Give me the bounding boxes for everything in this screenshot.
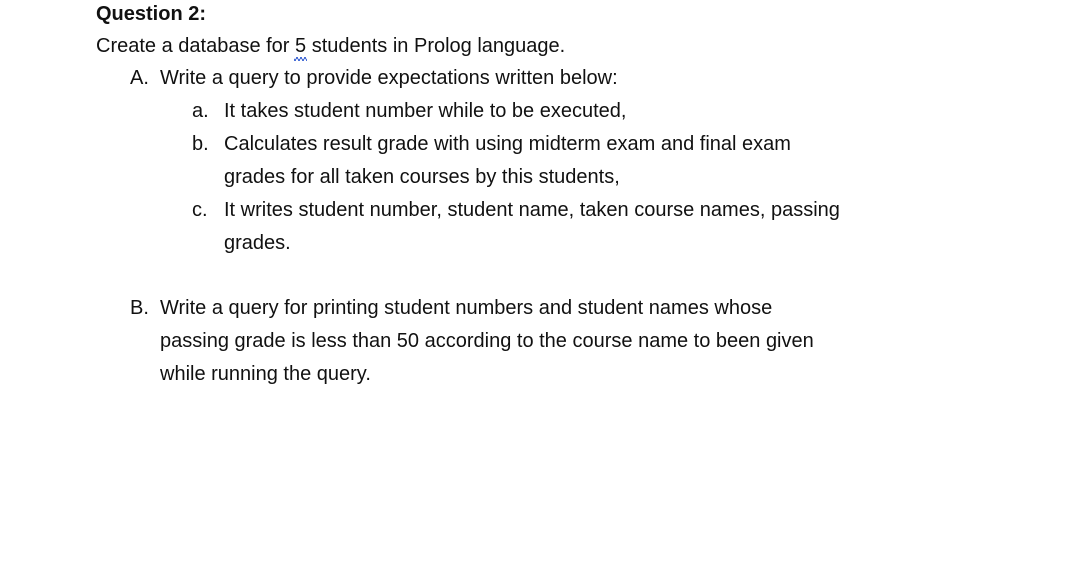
subitem-b-text-line-2: grades for all taken courses by this students, — [224, 166, 620, 188]
item-b-text-line-1: Write a query for printing student numbers and student names whose — [160, 297, 773, 319]
intro-text-before: Create a database for — [96, 35, 296, 57]
question-intro — [96, 34, 565, 58]
question-title: Question 2: — [96, 3, 207, 25]
list-marker-b-lower: b. — [192, 133, 209, 155]
subitem-a-text: It takes student number while to be executed, — [224, 100, 627, 122]
intro-text-after: students in Prolog language. — [306, 35, 566, 57]
list-marker-a-lower: a. — [192, 100, 209, 122]
item-a-text: Write a query to provide expectations written below: — [160, 67, 618, 89]
item-b-text-line-2: passing grade is less than 50 according to the course name to been given — [160, 330, 814, 352]
list-marker-c-lower: c. — [192, 199, 208, 221]
list-marker-b-upper: B. — [130, 297, 149, 319]
item-b-text-line-3: while running the query. — [160, 363, 371, 385]
list-marker-a-upper: A. — [130, 67, 149, 89]
subitem-b-text-line-1: Calculates result grade with using midterm exam and final exam — [224, 133, 791, 155]
intro-number-spellcheck: 5 — [295, 35, 307, 57]
subitem-c-text-line-1: It writes student number, student name, taken course names, passing — [224, 199, 840, 221]
subitem-c-text-line-2: grades. — [224, 232, 291, 254]
